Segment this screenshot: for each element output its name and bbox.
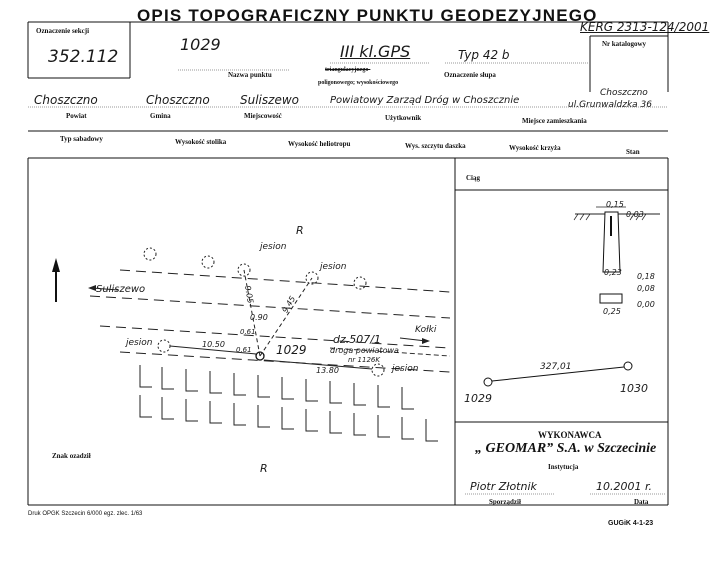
distance-1050: 10.50 — [202, 340, 225, 349]
map-point-label: 1029 — [276, 343, 307, 357]
section-label: Oznaczenie sekcji — [36, 27, 90, 35]
parcel-label: dz.507/1 — [333, 333, 381, 346]
col-wysokosc-heliotropu: Wysokość heliotropu — [288, 140, 351, 148]
catalog-number-label: Nr katalogowy — [602, 40, 647, 48]
surveyor-name: Piotr Złotnik — [470, 480, 537, 493]
post-type-value: Typ 42 b — [458, 48, 510, 62]
znak-label: Znak ozadził — [52, 452, 91, 460]
col-stan: Stan — [626, 148, 640, 156]
powiat-label: Powiat — [66, 112, 87, 120]
road-to-label: Kołki — [415, 325, 437, 335]
col-wys-szczytu-daszka: Wys. szczytu daszka — [405, 142, 466, 150]
date-value: 10.2001 r. — [596, 480, 652, 493]
gmina-label: Gmina — [150, 112, 171, 120]
dim-023: 0,23 — [604, 268, 622, 277]
dim-018: 0,18 — [637, 272, 655, 281]
class-option-triangulation: triangulacyjnego- — [325, 67, 371, 73]
class-option-polygon: poligonowego; wysokościowego — [318, 80, 399, 86]
road-name-2: nr 1126K — [348, 356, 380, 364]
uzytkownik-label: Użytkownik — [385, 114, 422, 122]
dim-008: 0,08 — [637, 284, 655, 293]
institution-label: Instytucja — [548, 463, 579, 471]
reference-number: KERG 2313-124/2001 — [580, 20, 710, 34]
section-value: 352.112 — [48, 47, 119, 67]
traverse-to: 1030 — [620, 382, 648, 395]
col-typ-sabadowy: Typ sabadowy — [60, 135, 103, 143]
road-from-label: Suliszewo — [96, 284, 146, 295]
dim-003: 0,03 — [626, 210, 644, 219]
dim-025: 0,25 — [603, 307, 621, 316]
miejscowosc-label: Miejscowość — [244, 112, 282, 120]
point-class-value: III kl.GPS — [340, 42, 411, 61]
ciag-label: Ciąg — [466, 174, 480, 182]
contractor-name: „ GEOMAR” S.A. w Szczecinie — [475, 441, 657, 456]
tree-label-3: jesion — [126, 338, 153, 348]
gmina-value: Choszczno — [146, 93, 210, 107]
miejsce-line1: Choszczno — [600, 88, 648, 98]
distance-061-b: 0.61 — [236, 346, 252, 354]
surveyor-label: Sporządził — [489, 498, 521, 506]
distance-945: 9.45 — [280, 294, 298, 315]
tree-label-1: jesion — [260, 242, 287, 252]
rola-label-top: R — [296, 224, 304, 237]
distance-061-a: 0.61 — [240, 328, 256, 336]
footer-print-info: Druk OPGK Szczecin 6/000 egz. zlec. 1/63 — [28, 511, 143, 517]
distance-1380: 13.80 — [316, 366, 339, 375]
date-label: Data — [634, 498, 649, 506]
footer-form-code: GUGiK 4-1-23 — [608, 520, 654, 527]
traverse-distance: 327,01 — [540, 362, 572, 372]
road-name-1: droga powiatowa — [330, 346, 399, 355]
dim-top: 0,15 — [606, 200, 624, 209]
powiat-value: Choszczno — [34, 93, 98, 107]
contractor-label: WYKONAWCA — [538, 430, 602, 440]
dim-000: 0,00 — [637, 300, 655, 309]
rola-label-bottom: R — [260, 462, 268, 475]
tree-label-2: jesion — [320, 262, 347, 272]
miejscowosc-value: Suliszewo — [240, 93, 299, 107]
distance-905: 9.05 — [242, 284, 255, 305]
uzytkownik-value: Powiatowy Zarząd Dróg w Choszcznie — [330, 95, 520, 106]
form-title: OPIS TOPOGRAFICZNY PUNKTU GEODEZYJNEGO — [137, 6, 598, 25]
post-type-label: Oznaczenie słupa — [444, 71, 496, 79]
traverse-from: 1029 — [464, 392, 492, 405]
tree-label-4: jesion — [392, 364, 419, 374]
distance-090: 0.90 — [250, 313, 268, 322]
col-wysokosc-stolika: Wysokość stolika — [175, 138, 227, 146]
point-name-label: Nazwa punktu — [228, 71, 272, 79]
miejsce-line2: ul.Grunwaldzka 36 — [568, 100, 653, 110]
point-name-value: 1029 — [180, 35, 221, 54]
col-wysokosc-krzyza: Wysokość krzyża — [509, 144, 561, 152]
miejsce-label: Miejsce zamieszkania — [522, 117, 587, 125]
